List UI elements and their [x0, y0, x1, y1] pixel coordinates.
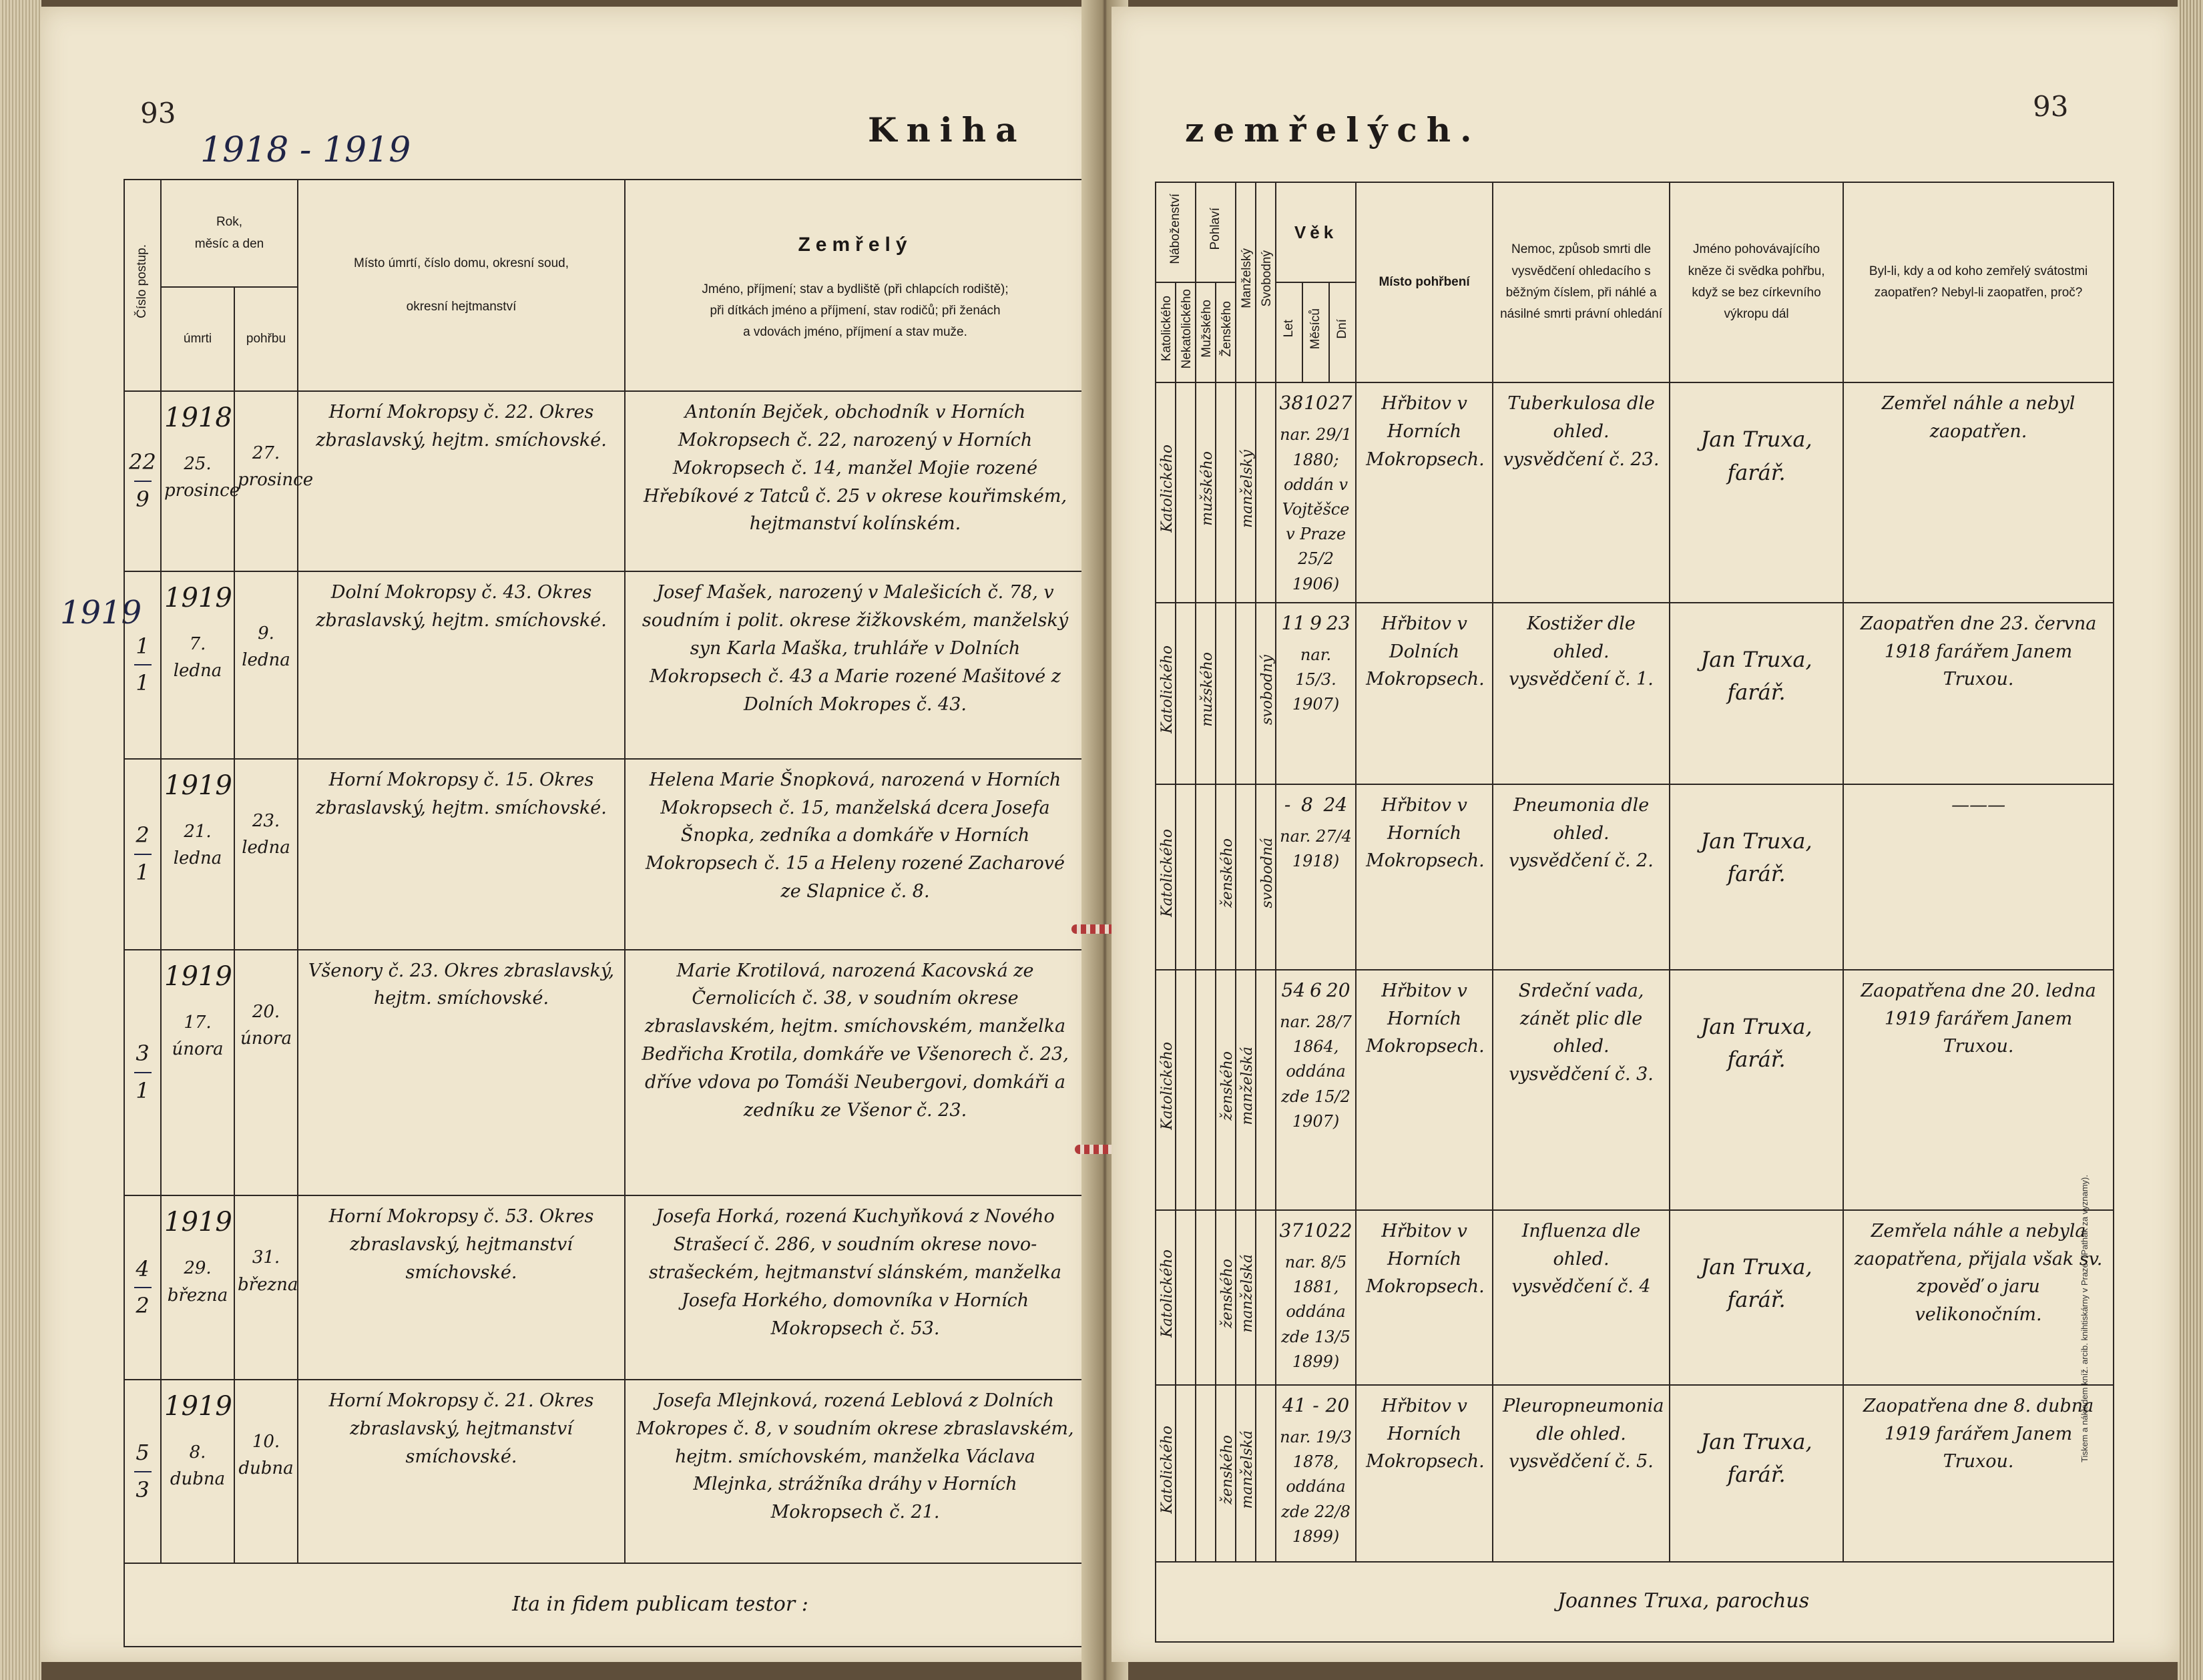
status-married: manželský [1236, 382, 1256, 603]
sex-female: ženského [1216, 1385, 1236, 1562]
age [1276, 784, 1356, 970]
age [1276, 382, 1356, 603]
register-row [1156, 1210, 2114, 1385]
right-title-word: zemřelých. [1185, 110, 1481, 150]
cause-of-death: Influenza dle ohled. vysvědčení č. 4 [1493, 1210, 1670, 1385]
col-zemrely: Zemřelý Jméno, příjmení; stav a bydliště (při chlapcích rodiště); při dítkách jméno a příjmení, stav rodičů; při ženách a vdovách jméno, příjmení a stav muže. [625, 180, 1085, 391]
age-years: 41 [1282, 1394, 1306, 1416]
sacraments-note: Zemřel náhle a nebyl zaopatřen. [1843, 382, 2114, 603]
burial-place: Hřbitov v Horních Mokropsech. [1356, 1385, 1493, 1562]
death-date: 1919 7. ledna [161, 571, 234, 759]
death-place: Horní Mokropsy č. 15. Okres zbraslavský, hejtm. smíchovské. [298, 759, 625, 950]
religion-catholic: Katolického [1156, 970, 1176, 1210]
deceased-description: Helena Marie Šnopková, narozená v Horních Mokropsech č. 15, manželská dcera Josefa Šnopka, zedníka a domkáře v Horních Mokropsech č. 15 a Heleny rozené Zacharové ze Slapnice č. 8. [625, 759, 1085, 950]
status-single: svobodná [1256, 784, 1276, 970]
birth-marriage-note: nar. 28/7 1864, oddána zde 15/2 1907) [1280, 1013, 1352, 1131]
right-register-table [1155, 182, 2114, 1643]
death-date: 1919 29. března [161, 1195, 234, 1379]
sex-male [1196, 970, 1216, 1210]
printer-note: Tiskem a nákladem kníž. arcib. knihtiskárny v Praze. (Pathák za vyznamy). [2079, 1175, 2090, 1462]
col-zenskeho: Ženského [1216, 282, 1236, 382]
death-place: Horní Mokropsy č. 21. Okres zbraslavský, hejtmanství smíchovské. [298, 1380, 625, 1563]
entry-number: 5 3 [124, 1380, 161, 1563]
right-page-number: 93 [2033, 90, 2069, 123]
register-row [124, 1380, 1085, 1563]
death-place: Horní Mokropsy č. 22. Okres zbraslavský, hejtm. smíchovské. [298, 391, 625, 571]
sacraments-note: Zemřela náhle a nebyla zaopatřena, přijala však sv. zpověď o jaru velikonočním. [1843, 1210, 2114, 1385]
status-married [1236, 603, 1256, 784]
register-row [124, 759, 1085, 950]
sex-male [1196, 1210, 1216, 1385]
age-days: 20 [1326, 978, 1351, 1001]
margin-year: 1919 [60, 594, 142, 631]
age [1276, 970, 1356, 1210]
age-years: 38 [1279, 392, 1304, 414]
sacraments-note: Zaopatřen dne 23. června 1918 farářem Janem Truxou. [1843, 603, 2114, 784]
status-married: manželská [1236, 970, 1256, 1210]
birth-marriage-note: nar. 8/5 1881, oddána zde 13/5 1899) [1281, 1253, 1351, 1371]
status-single: svobodný [1256, 603, 1276, 784]
sex-male: mužského [1196, 382, 1216, 603]
deceased-description: Antonín Bejček, obchodník v Horních Mokropsech č. 22, narozený v Horních Mokropsech č. 14, manžel Mojie rozené Hřebíkové z Tatců č. 25 v okrese kouřimském, hejtmanství kolínském. [625, 391, 1085, 571]
entry-year: 1919 [164, 960, 232, 992]
left-page [40, 7, 1095, 1662]
burial-place: Hřbitov v Horních Mokropsech. [1356, 784, 1493, 970]
col-dni: Dní [1329, 282, 1356, 382]
col-manzelsky: Manželský [1236, 182, 1256, 382]
age [1276, 603, 1356, 784]
birth-marriage-note: nar. 27/4 1918) [1280, 827, 1352, 871]
deceased-description: Marie Krotilová, narozená Kacovská ze Černolicích č. 38, v soudním okrese zbraslavském, hejtm. smíchovském, manželka Bedřicha Krotila, domkáře ve Všenorech č. 23, dříve vdova po Tomáši Neubergovi, domkáři a zedníku ze Všenor č. 23. [625, 950, 1085, 1196]
burial-place: Hřbitov v Horních Mokropsech. [1356, 970, 1493, 1210]
register-row [124, 950, 1085, 1196]
birth-marriage-note: nar. 19/3 1878, oddána zde 22/8 1899) [1280, 1428, 1352, 1546]
burial-place: Hřbitov v Horních Mokropsech. [1356, 1210, 1493, 1385]
age-months: 8 [1301, 793, 1313, 816]
burial-date: 9. ledna [234, 571, 298, 759]
register-row [1156, 382, 2114, 603]
death-date: 1919 8. dubna [161, 1380, 234, 1563]
footer-signature: Joannes Truxa, parochus [1156, 1562, 2114, 1642]
col-let: Let [1276, 282, 1302, 382]
left-title-word: Kniha [868, 110, 1027, 150]
burial-place: Hřbitov v Dolních Mokropsech. [1356, 603, 1493, 784]
age-months: 6 [1310, 978, 1322, 1001]
death-place: Všenory č. 23. Okres zbraslavský, hejtm. smíchovské. [298, 950, 625, 1196]
sacraments-note: Zaopatřena dne 8. dubna 1919 farářem Janem Truxou. [1843, 1385, 2114, 1562]
sex-female: ženského [1216, 784, 1236, 970]
col-pohlavi: Pohlaví [1196, 182, 1236, 282]
age-days: 22 [1328, 1219, 1353, 1241]
birth-marriage-note: nar. 15/3. 1907) [1292, 645, 1340, 714]
sex-female: ženského [1216, 1210, 1236, 1385]
right-page-edges [2178, 0, 2203, 1680]
col-nekatolickeho: Nekatolického [1176, 282, 1196, 382]
age [1276, 1385, 1356, 1562]
sacraments-note: ——— [1843, 784, 2114, 970]
burial-date: 31. března [234, 1195, 298, 1379]
officiating-priest: Jan Truxa, farář. [1670, 784, 1843, 970]
age-years: 37 [1279, 1219, 1304, 1241]
death-place: Dolní Mokropsy č. 43. Okres zbraslavský, hejtm. smíchovské. [298, 571, 625, 759]
age-days: 27 [1328, 392, 1353, 414]
cause-of-death: Tuberkulosa dle ohled. vysvědčení č. 23. [1493, 382, 1670, 603]
officiating-priest: Jan Truxa, farář. [1670, 1385, 1843, 1562]
burial-date: 20. února [234, 950, 298, 1196]
sacraments-note: Zaopatřena dne 20. ledna 1919 farářem Janem Truxou. [1843, 970, 2114, 1210]
status-married: manželská [1236, 1385, 1256, 1562]
col-nabozenstvi: Náboženství [1156, 182, 1196, 282]
sex-male [1196, 1385, 1216, 1562]
birth-marriage-note: nar. 29/1 1880; oddán v Vojtěšce v Praze 25/2 1906) [1280, 425, 1352, 593]
entry-number: 2 1 [124, 759, 161, 950]
col-zaopatren: Byl-li, kdy a od koho zemřelý svátostmi zaopatřen? Nebyl-li zaopatřen, proč? [1843, 182, 2114, 382]
burial-place: Hřbitov v Horních Mokropsech. [1356, 382, 1493, 603]
sex-male [1196, 784, 1216, 970]
entry-number: 4 2 [124, 1195, 161, 1379]
cause-of-death: Srdeční vada, zánět plic dle ohled. vysvědčení č. 3. [1493, 970, 1670, 1210]
cause-of-death: Pneumonia dle ohled. vysvědčení č. 2. [1493, 784, 1670, 970]
left-page-number: 93 [140, 97, 176, 129]
col-nemoc: Nemoc, způsob smrti dle vysvědčení ohledacího s běžným číslem, při náhlé a násilné smrti právní ohledání [1493, 182, 1670, 382]
age-years: 54 [1281, 978, 1306, 1001]
officiating-priest: Jan Truxa, farář. [1670, 1210, 1843, 1385]
deceased-description: Josef Mašek, narozený v Malešicích č. 78, v soudním i polit. okrese žižkovském, manželský syn Karla Maška, truhláře v Dolních Mokropsech č. 43 a Marie rozené Mašitové z Dolních Mokropes č. 43. [625, 571, 1085, 759]
entry-number: 22 9 [124, 391, 161, 571]
religion-catholic: Katolického [1156, 784, 1176, 970]
age-months: 9 [1310, 611, 1322, 634]
register-row [1156, 603, 2114, 784]
col-umrti: úmrti [161, 287, 234, 391]
entry-year: 1919 [164, 770, 232, 801]
age-months: 10 [1304, 1219, 1328, 1241]
entry-number: 3 1 [124, 950, 161, 1196]
cause-of-death: Kostižer dle ohled. vysvědčení č. 1. [1493, 603, 1670, 784]
deceased-description: Josefa Mlejnková, rozená Leblová z Dolních Mokropes č. 8, v soudním okrese zbraslavském, hejtm. smíchovském, manželka Václava Mlejnka, strážníka dráhy v Horních Mokropsech č. 21. [625, 1380, 1085, 1563]
col-misto-pohrbeni: Místo pohřbení [1356, 182, 1493, 382]
officiating-priest: Jan Truxa, farář. [1670, 970, 1843, 1210]
religion-catholic: Katolického [1156, 603, 1176, 784]
col-rok: Rok, měsíc a den [161, 180, 298, 287]
register-row [1156, 970, 2114, 1210]
col-cislo: Číslo postup. [124, 180, 161, 391]
col-muzskeho: Mužského [1196, 282, 1216, 382]
sex-male: mužského [1196, 603, 1216, 784]
burial-date: 27. prosince [234, 391, 298, 571]
col-mesicu: Měsíců [1302, 282, 1329, 382]
col-katolickeho: Katolického [1156, 282, 1176, 382]
death-date: 1918 25. prosince [161, 391, 234, 571]
religion-catholic: Katolického [1156, 1210, 1176, 1385]
age [1276, 1210, 1356, 1385]
death-date: 1919 17. února [161, 950, 234, 1196]
deceased-description: Josefa Horká, rozená Kuchyňková z Nového Strašecí č. 286, v soudním okrese novo-strašeckém, hejtmanství slánském, manželka Josefa Horkého, domovníka v Horních Mokropsech č. 53. [625, 1195, 1085, 1379]
register-row [124, 571, 1085, 759]
status-married: manželská [1236, 1210, 1256, 1385]
col-svobodny: Svobodný [1256, 182, 1276, 382]
cause-of-death: Pleuropneumonia dle ohled. vysvědčení č. 5. [1493, 1385, 1670, 1562]
age-years: 11 [1281, 611, 1306, 634]
entry-year: 1919 [164, 1207, 232, 1238]
col-vek: Věk [1276, 182, 1356, 282]
register-row [1156, 784, 2114, 970]
age-years: - [1284, 793, 1291, 816]
register-row [124, 1195, 1085, 1379]
officiating-priest: Jan Truxa, farář. [1670, 382, 1843, 603]
col-knez: Jméno pohovávajícího kněze či svědka pohřbu, když se bez církevního výkropu dál [1670, 182, 1843, 382]
death-place: Horní Mokropsy č. 53. Okres zbraslavský, hejtmanství smíchovské. [298, 1195, 625, 1379]
age-days: 20 [1325, 1394, 1350, 1416]
burial-date: 23. ledna [234, 759, 298, 950]
register-row [124, 391, 1085, 571]
entry-number: 1 1 [124, 571, 161, 759]
officiating-priest: Jan Truxa, farář. [1670, 603, 1843, 784]
burial-date: 10. dubna [234, 1380, 298, 1563]
col-pohrbu: pohřbu [234, 287, 298, 391]
entry-year: 1918 [164, 402, 232, 433]
religion-catholic: Katolického [1156, 382, 1176, 603]
footer-formula: Ita in fidem publicam testor : [124, 1563, 1085, 1647]
sex-female: ženského [1216, 970, 1236, 1210]
register-row [1156, 1385, 2114, 1562]
age-days: 23 [1326, 611, 1351, 634]
death-date: 1919 21. ledna [161, 759, 234, 950]
col-misto: Místo úmrtí, číslo domu, okresní soud, okresní hejtmanství [298, 180, 625, 391]
religion-catholic: Katolického [1156, 1385, 1176, 1562]
left-page-edges [0, 0, 41, 1680]
entry-year: 1919 [164, 583, 232, 614]
age-days: 24 [1323, 793, 1348, 816]
left-register-table [124, 179, 1086, 1647]
year-range: 1918 - 1919 [200, 130, 411, 170]
right-page [1112, 7, 2180, 1662]
age-months: - [1312, 1394, 1319, 1416]
age-months: 10 [1304, 392, 1328, 414]
entry-year: 1919 [164, 1390, 232, 1422]
